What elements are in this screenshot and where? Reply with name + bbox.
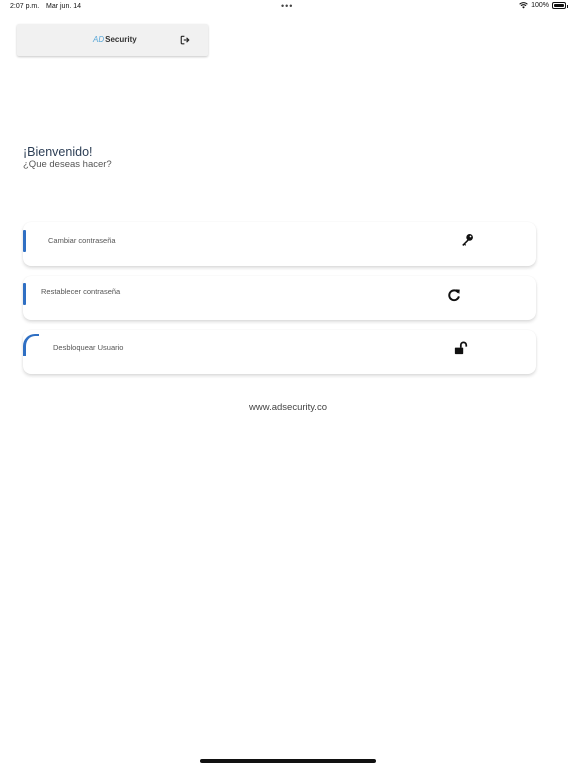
website-link[interactable]: www.adsecurity.co bbox=[249, 402, 327, 413]
option-label: Restablecer contraseña bbox=[41, 287, 121, 296]
status-time: 2:07 p.m. bbox=[10, 3, 40, 10]
unlock-icon bbox=[454, 341, 468, 355]
card-accent-bar bbox=[23, 334, 39, 356]
home-indicator[interactable] bbox=[200, 759, 376, 763]
welcome-title: ¡Bienvenido! bbox=[23, 145, 93, 159]
option-label: Desbloquear Usuario bbox=[53, 343, 124, 352]
status-right bbox=[519, 2, 566, 9]
key-icon bbox=[460, 233, 474, 247]
option-label: Cambiar contraseña bbox=[48, 236, 116, 245]
app-logo bbox=[93, 35, 137, 44]
multitasking-dots[interactable]: ••• bbox=[281, 1, 294, 11]
logout-icon[interactable] bbox=[180, 35, 190, 45]
logo-text: Security bbox=[105, 35, 137, 44]
logo-prefix: AD bbox=[93, 35, 105, 44]
card-accent-bar bbox=[23, 230, 26, 252]
status-bar bbox=[0, 0, 576, 14]
status-date: Mar jun. 14 bbox=[46, 3, 82, 10]
option-unlock-user[interactable] bbox=[23, 330, 536, 374]
header-bar bbox=[17, 24, 208, 56]
option-reset-password[interactable] bbox=[23, 276, 536, 320]
refresh-icon bbox=[447, 288, 461, 302]
option-change-password[interactable] bbox=[23, 222, 536, 266]
card-accent-bar bbox=[23, 283, 26, 305]
welcome-subtitle: ¿Que deseas hacer? bbox=[23, 159, 112, 170]
battery-percent: 100% bbox=[531, 2, 549, 9]
battery-icon bbox=[552, 2, 566, 9]
battery-fill bbox=[554, 4, 564, 7]
wifi-icon bbox=[519, 2, 528, 9]
